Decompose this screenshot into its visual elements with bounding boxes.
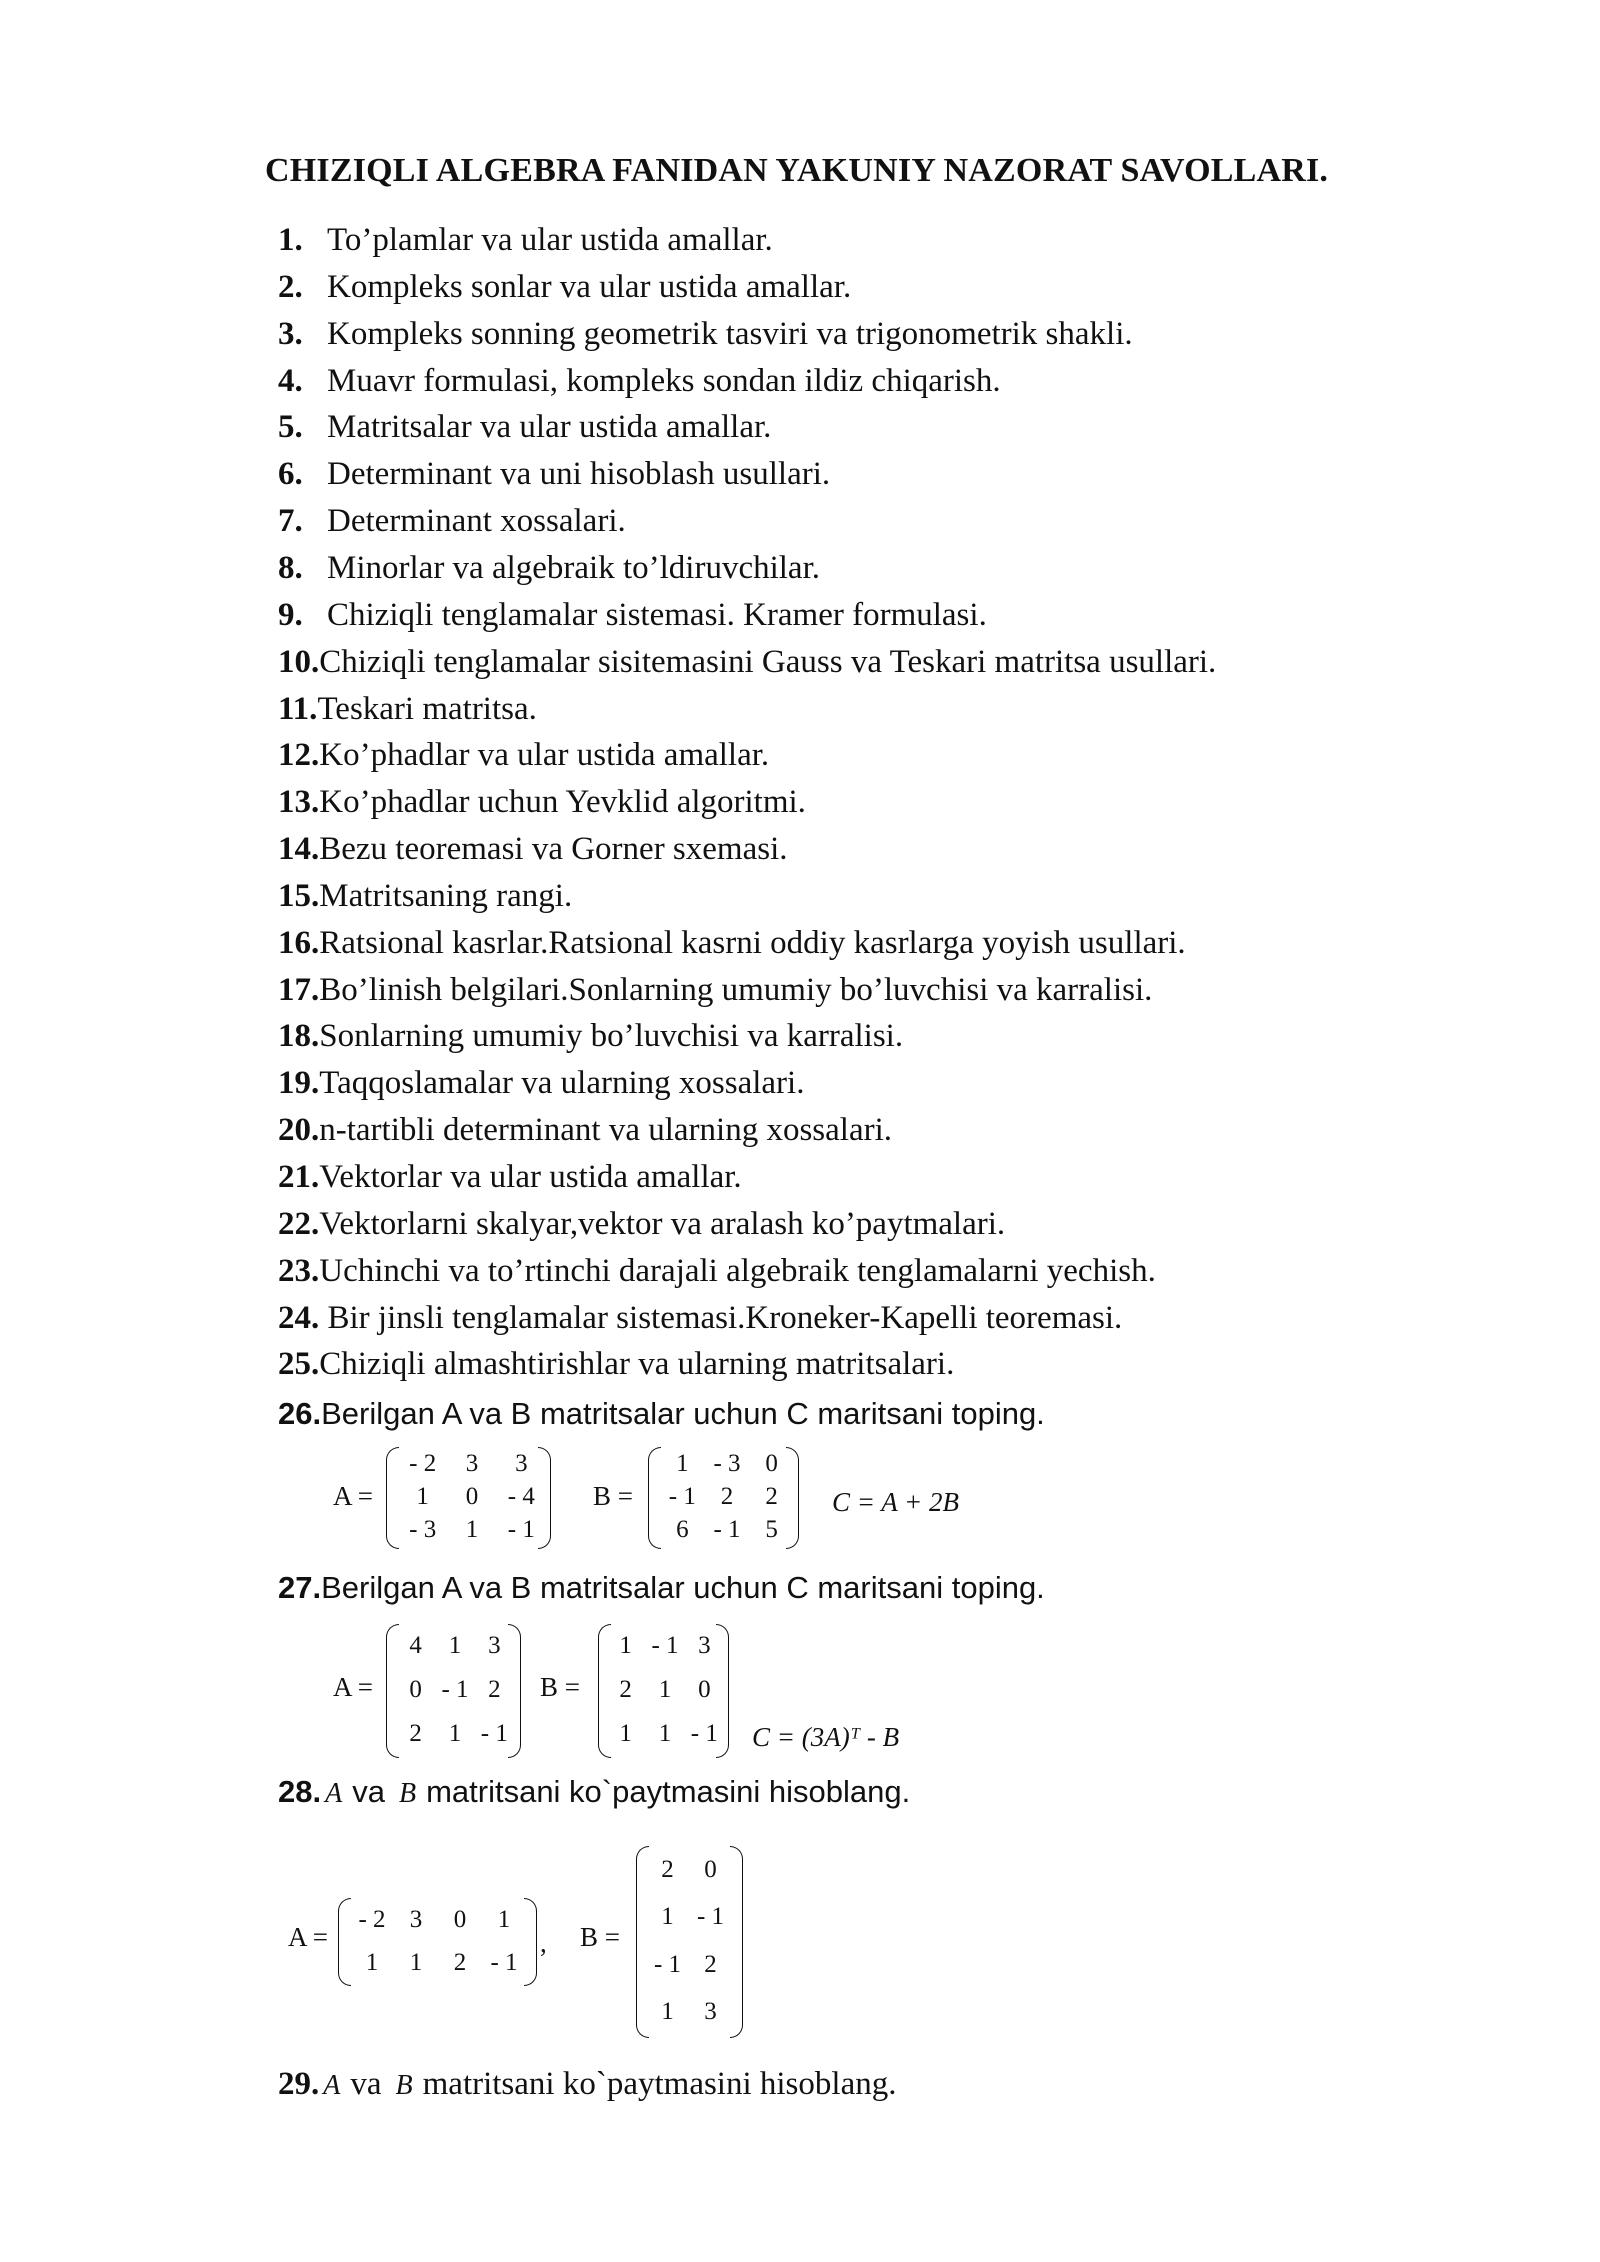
question-text: Ratsional kasrlar.Ratsional kasrni oddiy kasrlarga yoyish usullari.	[319, 924, 1186, 961]
matrix-cell: - 1	[690, 1720, 718, 1747]
right-paren	[508, 1624, 521, 1758]
matrix-cell: 1	[676, 1449, 689, 1477]
question-text: Kompleks sonning geometrik tasviri va trigonometrik shakli.	[327, 315, 1133, 352]
question-number: 1.	[278, 222, 303, 258]
matrix-cell: 2	[409, 1720, 422, 1747]
question-number: 8.	[278, 549, 303, 586]
question-number: 5.	[278, 409, 303, 446]
matrix-cell: 1	[409, 1948, 423, 1976]
question-number: 10.	[278, 643, 320, 680]
question-number: 13.	[278, 784, 320, 821]
question-number: 9.	[278, 596, 303, 633]
question-text: Determinant xossalari.	[327, 503, 626, 540]
page-title: CHIZIQLI ALGEBRA FANIDAN YAKUNIY NAZORAT SAVOLLARI.	[265, 152, 1329, 189]
question-text: Bo’linish belgilari.Sonlarning umumiy bo’luvchisi va karralisi.	[319, 971, 1153, 1008]
matrix-cell: 0	[453, 1905, 467, 1933]
matrix-cell: 3	[465, 1449, 479, 1477]
matrix-cell: 3	[698, 1632, 711, 1659]
matrix-cell: 3	[409, 1905, 423, 1933]
matrix-cell: 1	[619, 1632, 632, 1659]
question-item	[278, 550, 820, 587]
question-27	[278, 1570, 1045, 1606]
question-number: 12.	[278, 737, 320, 774]
matrix-cell: 1	[448, 1632, 462, 1659]
matrix-a	[398, 1447, 546, 1547]
question-number: 23.	[278, 1252, 320, 1289]
matrix-cell: - 1	[668, 1482, 696, 1510]
matrix-a-label: A =	[333, 1672, 373, 1702]
matrix-cell: 2	[453, 1948, 467, 1976]
matrix-a-label: A =	[288, 1922, 328, 1952]
question-text: Kompleks sonlar va ular ustida amallar.	[327, 268, 852, 305]
question-text: Chiziqli tenglamalar sistemasi. Kramer formulasi.	[327, 596, 987, 633]
question-text: Ko’phadlar va ular ustida amallar.	[319, 737, 770, 774]
matrix-cell: 3	[515, 1449, 528, 1477]
question-item	[278, 784, 806, 821]
matrix-a	[350, 1898, 526, 1984]
matrix-cell: 2	[619, 1676, 632, 1703]
matrix-b-label: B =	[593, 1481, 633, 1511]
matrix-cell: 1	[448, 1720, 462, 1747]
matrix-cell: 3	[488, 1632, 501, 1659]
matrix-cell: 2	[488, 1676, 501, 1703]
matrix-b-label: B =	[540, 1672, 580, 1702]
question-item	[278, 737, 769, 774]
question-number: 16.	[278, 924, 320, 961]
question-item	[278, 269, 851, 306]
matrix-cell: 2	[704, 1950, 717, 1978]
matrix-cell: - 3	[409, 1516, 437, 1544]
question-number: 25.	[278, 1346, 320, 1383]
matrix-cell: - 1	[653, 1950, 682, 1978]
question-item	[278, 644, 1216, 681]
question-number: 14.	[278, 831, 320, 868]
matrix-cell: 1	[661, 1998, 674, 2026]
question-text-mid: va	[352, 1774, 385, 1809]
question-text: Matritsaning rangi.	[319, 877, 573, 914]
question-text-mid: va	[350, 2066, 382, 2102]
question-item	[278, 1206, 1005, 1243]
variable-a: A	[325, 1778, 343, 1809]
matrix-cell: 6	[676, 1516, 689, 1544]
question-number: 4.	[278, 362, 303, 399]
formula: C = (3A)ᵀ - B	[752, 1722, 900, 1752]
variable-a: A	[323, 2070, 341, 2101]
matrix-cell: - 1	[651, 1632, 679, 1659]
question-number: 21.	[278, 1159, 320, 1195]
question-item	[278, 691, 537, 728]
question-number: 6.	[278, 456, 303, 493]
matrix-cell: - 2	[358, 1905, 386, 1933]
matrix-cell: 3	[704, 1998, 717, 2026]
matrix-cell: - 1	[713, 1516, 741, 1544]
question-28	[278, 1774, 910, 1810]
matrix-cell: - 3	[713, 1449, 741, 1477]
question-item	[278, 1018, 903, 1055]
question-text: matritsani ko`paytmasini hisoblang.	[426, 1774, 911, 1809]
question-text: Vektorlar va ular ustida amallar.	[319, 1159, 742, 1195]
question-item	[278, 1159, 742, 1196]
matrix-cell: 1	[416, 1482, 429, 1510]
matrix-cell: 0	[409, 1676, 422, 1703]
matrix-cell: 1	[661, 1903, 674, 1931]
question-number: 17.	[278, 971, 320, 1008]
matrix-cell: - 1	[441, 1676, 469, 1703]
question-text: n-tartibli determinant va ularning xossalari.	[319, 1112, 892, 1149]
matrix-cell: 4	[409, 1632, 422, 1659]
matrix-cell: 0	[704, 1855, 717, 1883]
question-item	[278, 1065, 804, 1102]
question-text: Vektorlarni skalyar,vektor va aralash ko’paytmalari.	[319, 1205, 1006, 1242]
question-number: 27.	[278, 1570, 322, 1605]
separator-comma: ,	[540, 1928, 547, 1958]
matrix-b	[646, 1846, 732, 2036]
matrix-cell: - 1	[490, 1948, 518, 1976]
matrix-cell: - 1	[480, 1720, 508, 1747]
question-item	[278, 503, 626, 540]
question-number: 19.	[278, 1065, 320, 1102]
formula: C = A + 2B	[832, 1487, 959, 1517]
question-text: Muavr formulasi, kompleks sondan ildiz chiqarish.	[327, 362, 1001, 399]
question-text: Bezu teoremasi va Gorner sxemasi.	[319, 831, 788, 868]
question-text: Matritsalar va ular ustida amallar.	[327, 409, 772, 446]
right-paren	[786, 1447, 799, 1549]
matrix-cell: 2	[765, 1482, 778, 1510]
matrix-cell: 0	[465, 1482, 479, 1510]
question-text: Bir jinsli tenglamalar sistemasi.Kroneker-Kapelli teoremasi.	[319, 1299, 1123, 1336]
question-item	[278, 363, 1001, 400]
question-item	[278, 597, 987, 634]
matrix-cell: 1	[365, 1948, 379, 1976]
question-item	[278, 1346, 954, 1383]
matrix-cell: - 1	[696, 1903, 725, 1931]
question-item	[278, 831, 788, 868]
right-paren	[538, 1447, 551, 1549]
question-item	[278, 316, 1133, 353]
question-number: 3.	[278, 315, 303, 352]
question-number: 20.	[278, 1112, 320, 1149]
question-number: 26.	[278, 1396, 322, 1431]
question-number: 28.	[278, 1774, 322, 1809]
matrix-cell: 1	[465, 1516, 479, 1544]
matrix-cell: 2	[661, 1855, 674, 1883]
question-number: 22.	[278, 1205, 320, 1242]
matrix-cell: - 2	[409, 1449, 437, 1477]
question-item	[278, 925, 1186, 962]
question-26	[278, 1396, 1045, 1432]
matrix-cell: 1	[497, 1905, 511, 1933]
question-item	[278, 222, 773, 259]
question-text: Berilgan A va B matritsalar uchun C maritsani toping.	[321, 1396, 1045, 1431]
question-item	[278, 456, 830, 493]
question-number: 7.	[278, 503, 303, 540]
question-item	[278, 1300, 1122, 1337]
question-text: Ko’phadlar uchun Yevklid algoritmi.	[319, 784, 806, 821]
matrix-b	[660, 1447, 794, 1547]
question-text: Minorlar va algebraik to’ldiruvchilar.	[327, 549, 821, 586]
matrix-cell: 1	[619, 1720, 632, 1747]
question-item	[278, 1112, 892, 1149]
right-paren	[524, 1898, 537, 1986]
variable-b: B	[398, 1778, 417, 1809]
question-text: Determinant va uni hisoblash usullari.	[327, 456, 831, 493]
question-item	[278, 972, 1152, 1009]
matrix-cell: 1	[658, 1676, 672, 1703]
matrix-cell: 2	[720, 1482, 734, 1510]
question-number: 15.	[278, 877, 320, 914]
question-29	[278, 2066, 896, 2103]
question-text: matritsani ko`paytmasini hisoblang.	[422, 2066, 897, 2102]
matrix-cell: 0	[698, 1676, 711, 1703]
question-item	[278, 409, 771, 446]
matrix-cell: - 1	[507, 1516, 535, 1544]
question-item	[278, 1253, 1156, 1290]
matrix-cell: 1	[658, 1720, 672, 1747]
question-item	[278, 878, 572, 915]
right-paren	[716, 1624, 729, 1758]
question-number: 24.	[278, 1299, 320, 1336]
matrix-cell: - 4	[507, 1482, 535, 1510]
right-paren	[730, 1846, 743, 2038]
question-number: 11.	[278, 690, 318, 727]
question-number: 2.	[278, 268, 303, 305]
question-text: Berilgan A va B matritsalar uchun C maritsani toping.	[321, 1570, 1045, 1605]
question-number: 29.	[278, 2066, 320, 2102]
matrix-a	[396, 1624, 514, 1756]
matrix-cell: 0	[765, 1449, 778, 1477]
matrix-b-label: B =	[580, 1922, 620, 1952]
question-number: 18.	[278, 1018, 320, 1055]
question-text: Teskari matritsa.	[317, 690, 537, 727]
matrix-b	[606, 1624, 724, 1756]
matrix-a-label: A =	[333, 1481, 373, 1511]
question-text: Chiziqli almashtirishlar va ularning matritsalari.	[319, 1346, 955, 1383]
question-text: To’plamlar va ular ustida amallar.	[327, 222, 773, 258]
question-text: Taqqoslamalar va ularning xossalari.	[319, 1065, 805, 1102]
question-text: Chiziqli tenglamalar sisitemasini Gauss va Teskari matritsa usullari.	[319, 643, 1217, 680]
matrix-cell: 5	[765, 1516, 778, 1544]
variable-b: B	[395, 2070, 413, 2101]
question-text: Uchinchi va to’rtinchi darajali algebraik tenglamalarni yechish.	[319, 1252, 1156, 1289]
question-text: Sonlarning umumiy bo’luvchisi va karralisi.	[319, 1018, 904, 1055]
